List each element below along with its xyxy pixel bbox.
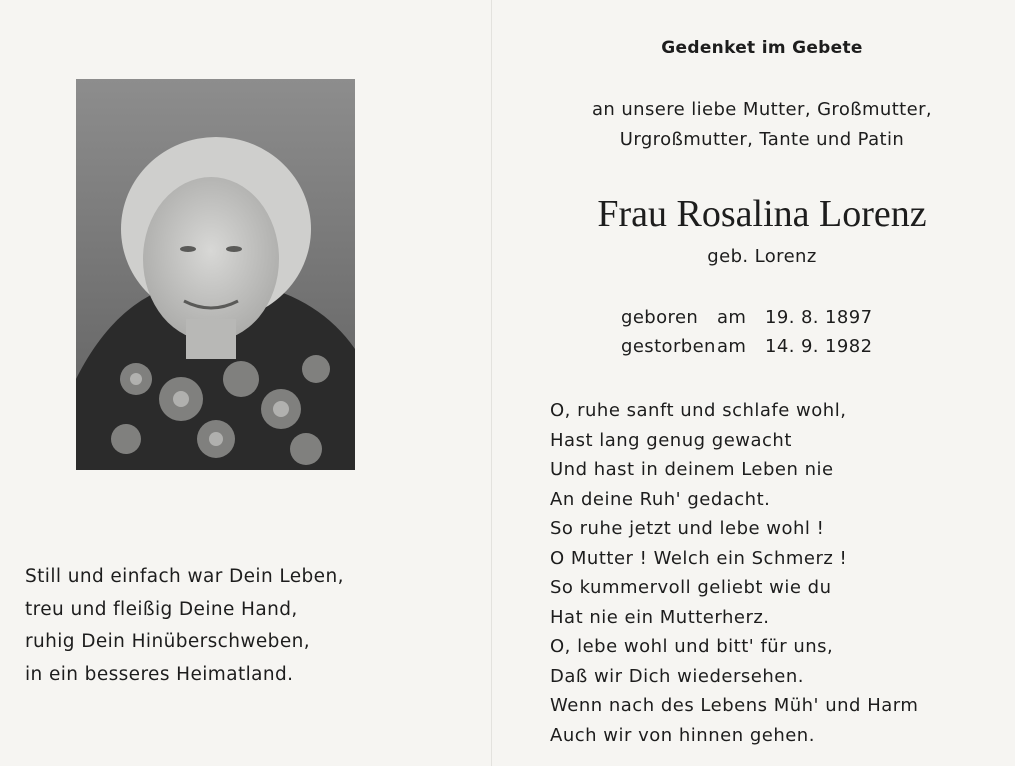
verse-line: Und hast in deinem Leben nie bbox=[550, 459, 834, 480]
verse-line: Wenn nach des Lebens Müh' und Harm bbox=[550, 695, 919, 716]
left-verse-line: in ein besseres Heimatland. bbox=[25, 663, 294, 685]
verse-line: O, lebe wohl und bitt' für uns, bbox=[550, 636, 834, 657]
life-dates bbox=[621, 303, 872, 361]
died-label: gestorben bbox=[621, 336, 716, 357]
verse-line: Hat nie ein Mutterherz. bbox=[550, 606, 770, 628]
died-date: 14. 9. 1982 bbox=[765, 336, 873, 357]
left-verse-line: treu und fleißig Deine Hand, bbox=[25, 598, 298, 620]
verse-line: So ruhe jetzt und lebe wohl ! bbox=[550, 518, 825, 539]
death-row bbox=[621, 332, 872, 361]
dedication-line: an unsere liebe Mutter, Großmutter, bbox=[591, 99, 933, 120]
right-panel bbox=[492, 0, 1015, 766]
left-verse-line: Still und einfach war Dein Leben, bbox=[25, 566, 344, 587]
portrait-photo bbox=[76, 79, 355, 470]
left-verse bbox=[25, 561, 465, 691]
header-title: Gedenket im Gebete bbox=[661, 38, 863, 58]
portrait-illustration bbox=[76, 79, 355, 470]
verse-line: An deine Ruh' gedacht. bbox=[550, 488, 771, 510]
left-verse-line: ruhig Dein Hinüberschweben, bbox=[25, 631, 311, 652]
dedication bbox=[492, 95, 1015, 155]
deceased-name: Frau Rosalina Lorenz bbox=[597, 193, 927, 235]
verse-line: Daß wir Dich wiedersehen. bbox=[550, 665, 804, 687]
born-am: am bbox=[717, 307, 747, 328]
verse-line: Hast lang genug gewacht bbox=[550, 429, 792, 451]
birth-row bbox=[621, 303, 872, 332]
verse-line: Auch wir von hinnen gehen. bbox=[550, 724, 815, 746]
verse-line: So kummervoll geliebt wie du bbox=[550, 577, 832, 598]
born-date: 19. 8. 1897 bbox=[765, 307, 873, 328]
born-label: geboren bbox=[621, 307, 699, 328]
verse-line: O Mutter ! Welch ein Schmerz ! bbox=[550, 547, 848, 569]
dedication-line: Urgroßmutter, Tante und Patin bbox=[619, 129, 905, 150]
died-am: am bbox=[717, 336, 747, 357]
verse-line: O, ruhe sanft und schlafe wohl, bbox=[550, 400, 847, 421]
verse bbox=[550, 396, 918, 750]
maiden-name: geb. Lorenz bbox=[707, 246, 817, 267]
